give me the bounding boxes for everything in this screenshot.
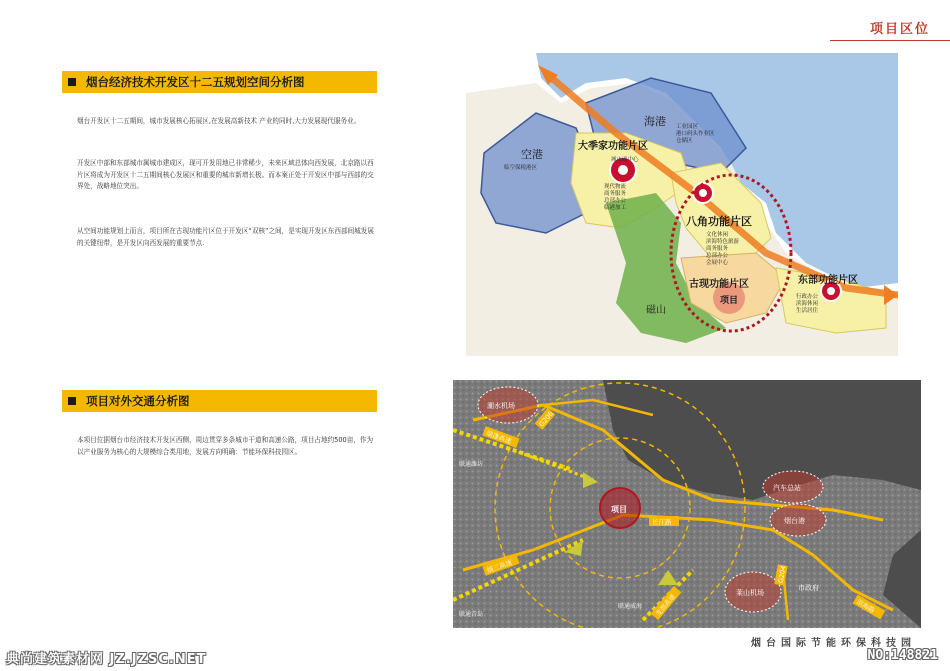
label-bus-terminal: 汽车总站 xyxy=(773,484,801,492)
note-haigang-0: 工业园区 xyxy=(676,124,699,130)
note-dongbu-1: 滨海休闲 xyxy=(796,301,819,307)
label-project: 项目 xyxy=(720,296,739,306)
section1-title: 烟台经济技术开发区十二五规划空间分析图 xyxy=(86,75,305,89)
label-city-hall: 市政府 xyxy=(798,584,819,592)
footer-project-title: 烟台国际节能环保科技园 xyxy=(751,638,916,649)
note-bajiao-1: 滨海特色旅游 xyxy=(706,239,740,245)
note-bajiao-4: 会展中心 xyxy=(706,260,729,266)
road-label-sanhuan: 烟三高速 xyxy=(485,558,514,575)
note-dajijia-0: 城市副中心 xyxy=(611,157,639,163)
section2-title: 项目对外交通分析图 xyxy=(86,394,190,408)
watermark-site: 典尚建筑素材网 JZ.JZSC.NET xyxy=(6,652,207,667)
tag-weifang: 联通潍坊 xyxy=(459,461,484,468)
section2-paragraph-1: 本项目位据烟台市经济技术开发区西侧，周边贯穿多条城市干道和高速公路，项目占地约500亩，作为以产业服务为核心的大规模综合类用地，发展方向明确：节能环保科技园区。 xyxy=(77,436,374,456)
section1-header xyxy=(62,71,377,93)
tag-weihai: 联通威海 xyxy=(618,603,643,610)
bullet-square-icon xyxy=(68,78,76,86)
note-dajijia-services-0: 现代物流 xyxy=(604,184,627,190)
watermark-id: NO:148821 xyxy=(867,648,938,663)
label-konggang: 空港 xyxy=(521,148,543,161)
planning-zone-map xyxy=(466,53,898,356)
note-bajiao-0: 文化休闲 xyxy=(706,232,729,238)
corner-divider xyxy=(830,40,950,41)
road-label-changjiang: 长江路 xyxy=(652,518,672,526)
label-haigang: 海港 xyxy=(644,115,666,128)
label-yantai-port: 烟台港 xyxy=(784,517,805,525)
note-bajiao-2: 商务服务 xyxy=(706,246,729,252)
label-dongbu: 东部功能片区 xyxy=(798,275,858,286)
road-label-yanpeng: 烟蓬高速 xyxy=(485,429,513,446)
section1-paragraph-3: 从空间功能规划上而言，项目所在古现功能片区位于开发区“双核”之间，是实现开发区东西部间城发展的关键纽带，是开发区向西发展的重要节点. xyxy=(77,227,374,247)
transport-analysis-map xyxy=(453,380,921,628)
label-bajiao: 八角功能片区 xyxy=(686,215,752,228)
road-label-longyan: 龙烟高速 xyxy=(654,592,677,618)
road-label-huanhai: 滨海路 xyxy=(855,597,877,615)
note-konggang-0: 临空保税港区 xyxy=(504,165,538,171)
label-laishan-airport: 莱山机场 xyxy=(736,589,764,597)
label-cishan: 磁山 xyxy=(646,305,666,316)
page-corner-title: 项目区位 xyxy=(869,22,930,37)
note-haigang-2: 仓储区 xyxy=(676,138,693,144)
tag-qingdao: 联通青岛 xyxy=(459,611,484,618)
note-dongbu-0: 行政办公 xyxy=(796,294,819,300)
note-dajijia-services-2: 总部办公 xyxy=(604,198,627,204)
note-dajijia-services-1: 商务服务 xyxy=(604,191,627,197)
road-label-g206: G206 xyxy=(537,409,555,429)
note-dongbu-2: 生活居住 xyxy=(796,308,819,314)
label-chaoshui-airport: 潮水机场 xyxy=(487,402,515,410)
section1-paragraph-1: 烟台开发区十二五期间，城市发展核心拓展区,在发展高新技术 产业的同时,大力发展现代服务业。 xyxy=(77,117,361,125)
label-guxian: 古现功能片区 xyxy=(689,279,749,290)
section2-header xyxy=(62,390,377,412)
bullet-square-icon xyxy=(68,397,76,405)
label-project-site: 项目 xyxy=(611,505,627,514)
note-haigang-1: 港口码头作业区 xyxy=(676,131,715,137)
road-label-g204: G204 xyxy=(776,565,788,584)
note-bajiao-3: 总部办公 xyxy=(706,253,729,259)
section1-paragraph-2: 开发区中部和东部城市属城市建成区，现可开发用地已非常稀少，未来区域总体向西发展，北京路以西片区将成为开发区十二五期间核心发展区和重要的城市新增长极。而本案正处于开发区中部与西部的交界处，战略地位突出。 xyxy=(77,159,374,190)
note-dajijia-services-3: 临港加工 xyxy=(604,205,627,211)
label-dajijia: 大季家功能片区 xyxy=(578,141,648,152)
